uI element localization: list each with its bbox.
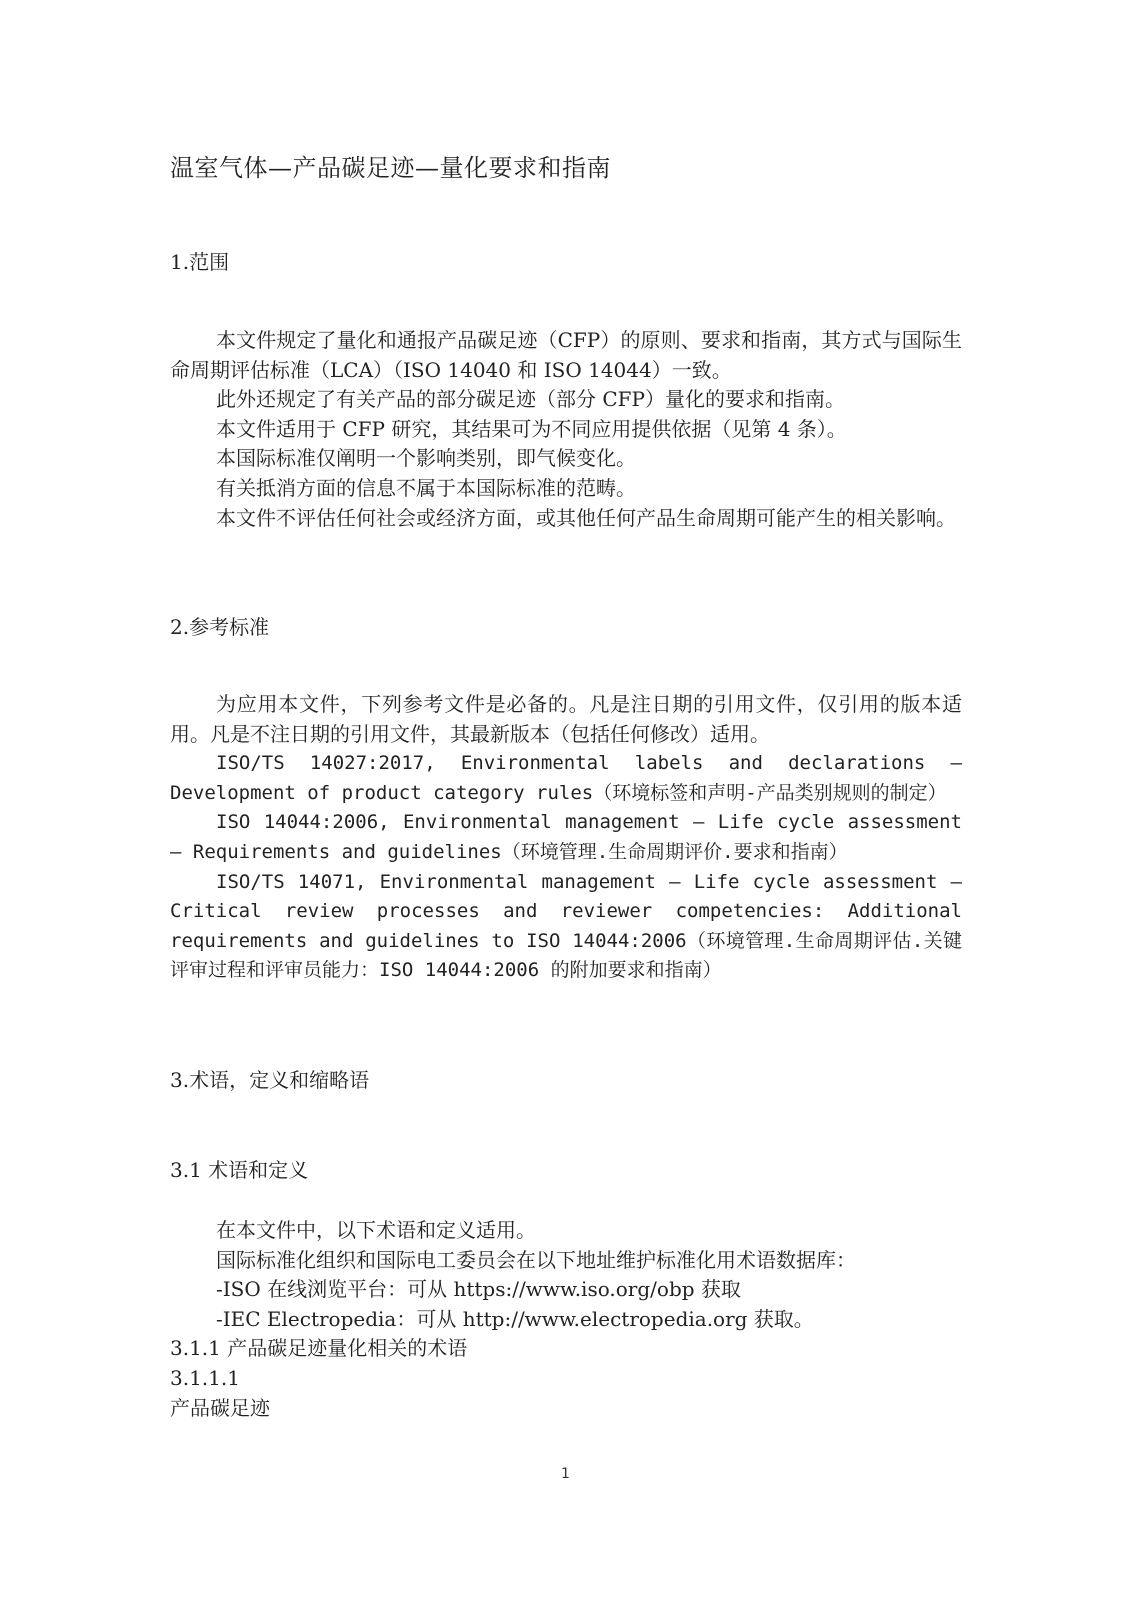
scope-paragraph: 本国际标准仅阐明一个影响类别，即气候变化。 bbox=[216, 446, 636, 471]
terms-paragraph: 在本文件中，以下术语和定义适用。 bbox=[216, 1218, 536, 1242]
reference-item: ISO 14044:2006, Environmental management — Life cycle assessment — Requirements and guidelines（环境管理.生命周期评价.要求和指南） bbox=[170, 811, 962, 863]
subsection-heading: 3.1.1 产品碳足迹量化相关的术语 bbox=[170, 1336, 468, 1361]
references-body bbox=[170, 690, 962, 986]
section-heading-scope: 1.范围 bbox=[170, 250, 230, 274]
term-number: 3.1.1.1 bbox=[170, 1365, 240, 1390]
page-number: 1 bbox=[561, 1466, 570, 1482]
scope-paragraph: 此外还规定了有关产品的部分碳足迹（部分 CFP）量化的要求和指南。 bbox=[216, 387, 845, 412]
terms-body bbox=[170, 1216, 962, 1423]
section-heading-terms-definitions: 3.1 术语和定义 bbox=[170, 1158, 309, 1182]
scope-paragraph: 本文件不评估任何社会或经济方面，或其他任何产品生命周期可能产生的相关影响。 bbox=[216, 505, 956, 530]
terms-paragraph: -ISO 在线浏览平台：可从 https://www.iso.org/obp 获取 bbox=[216, 1277, 741, 1302]
terms-paragraph: -IEC Electropedia：可从 http://www.electropedia.org 获取。 bbox=[216, 1306, 814, 1331]
scope-paragraph: 本文件适用于 CFP 研究，其结果可为不同应用提供依据（见第 4 条）。 bbox=[216, 416, 847, 441]
scope-paragraph: 有关抵消方面的信息不属于本国际标准的范畴。 bbox=[216, 475, 636, 500]
document-title: 温室气体—产品碳足迹—量化要求和指南 bbox=[170, 154, 611, 182]
scope-paragraph: 本文件规定了量化和通报产品碳足迹（CFP）的原则、要求和指南，其方式与国际生命周期评估标准（LCA）（ISO 14040 和 ISO 14044）一致。 bbox=[170, 328, 962, 382]
reference-item: ISO/TS 14071, Environmental management — Life cycle assessment — Critical review processes and reviewer competencies: Additional requirements and guidelines to ISO 14044:2006（环境管理.生命周期评估.关键评审过程和评审员能力：ISO 14044:2006 的附加要求和指南） bbox=[170, 870, 962, 982]
terms-paragraph: 国际标准化组织和国际电工委员会在以下地址维护标准化用术语数据库： bbox=[216, 1247, 856, 1272]
section-heading-terms: 3.术语，定义和缩略语 bbox=[170, 1068, 370, 1092]
references-paragraph: 为应用本文件，下列参考文件是必备的。凡是注日期的引用文件，仅引用的版本适用。凡是不注日期的引用文件，其最新版本（包括任何修改）适用。 bbox=[170, 692, 962, 746]
reference-item: ISO/TS 14027:2017, Environmental labels and declarations — Development of product category rules（环境标签和声明-产品类别规则的制定） bbox=[170, 752, 962, 804]
scope-body bbox=[170, 326, 962, 533]
section-heading-references: 2.参考标准 bbox=[170, 615, 270, 639]
term-name: 产品碳足迹 bbox=[170, 1395, 270, 1420]
